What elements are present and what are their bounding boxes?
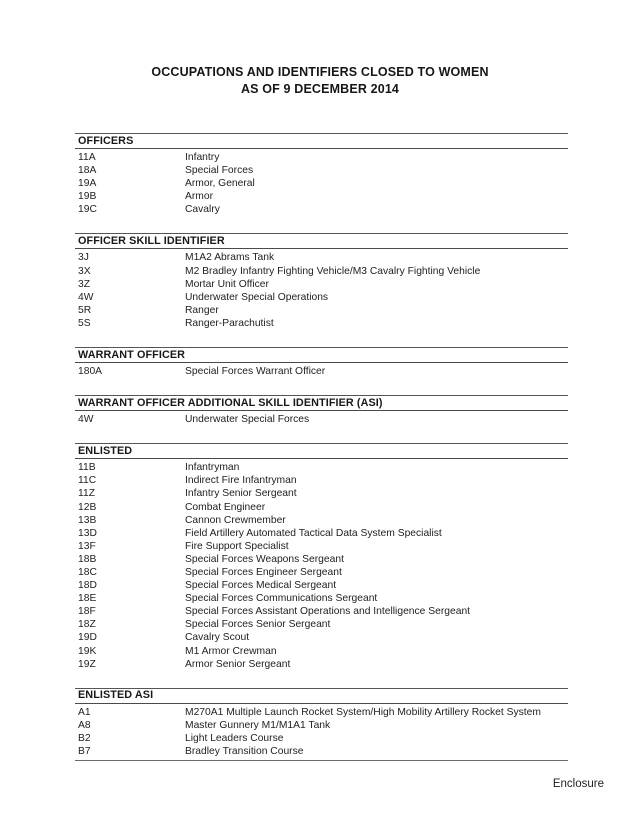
table-row (75, 164, 568, 177)
section-rows (75, 363, 568, 378)
row-description: Indirect Fire Infantryman (185, 475, 297, 487)
table-row (75, 605, 568, 618)
row-code: 19K (78, 645, 97, 657)
row-code: B2 (78, 732, 91, 744)
row-description: Cavalry Scout (185, 632, 250, 644)
table-row (75, 317, 568, 330)
row-description: Underwater Special Forces (185, 414, 310, 426)
row-description: M1 Armor Crewman (185, 645, 277, 657)
row-code: 13B (78, 514, 97, 526)
row-code: 3X (78, 265, 91, 277)
table-section (75, 233, 568, 330)
table-row (75, 566, 568, 579)
section-header: WARRANT OFFICER ADDITIONAL SKILL IDENTIFIER (ASI) (75, 395, 568, 411)
table-row (75, 719, 568, 732)
row-code: 11A (78, 152, 96, 163)
section-header: WARRANT OFFICER (75, 347, 568, 363)
row-description: Bradley Transition Course (185, 746, 304, 757)
row-description: Special Forces Weapons Sergeant (185, 553, 344, 565)
table-row (75, 291, 568, 304)
enclosure-label: Enclosure (552, 778, 604, 790)
row-code: A1 (78, 706, 91, 718)
row-code: 19C (78, 204, 97, 216)
row-code: 18D (78, 580, 97, 592)
title-line-1: OCCUPATIONS AND IDENTIFIERS CLOSED TO WOMEN (151, 65, 489, 79)
row-code: 18Z (78, 619, 96, 631)
row-code: B7 (78, 746, 91, 757)
row-code: 180A (78, 366, 103, 378)
table-row (75, 658, 568, 671)
row-code: A8 (78, 719, 91, 731)
section-rows (75, 459, 568, 671)
table-section (75, 133, 568, 216)
table-section (75, 688, 568, 761)
row-code: 13D (78, 527, 97, 539)
row-description: Light Leaders Course (185, 732, 284, 744)
row-description: Ranger (185, 304, 219, 316)
row-code: 5S (78, 317, 91, 329)
table-row (75, 645, 568, 658)
table-row (75, 501, 568, 514)
row-description: Special Forces (185, 165, 254, 177)
table-row (75, 706, 568, 719)
row-description: Armor (185, 191, 214, 203)
row-description: Combat Engineer (185, 501, 266, 513)
row-code: 18A (78, 165, 97, 177)
section-header: OFFICERS (75, 133, 568, 149)
table-row (75, 618, 568, 631)
table-row (75, 203, 568, 216)
table-row (75, 278, 568, 291)
row-description: Special Forces Warrant Officer (185, 366, 326, 378)
table-section (75, 395, 568, 426)
table-section (75, 443, 568, 671)
row-description: Armor, General (185, 178, 255, 190)
row-code: 18B (78, 553, 97, 565)
sections-container (75, 133, 568, 761)
row-code: 5R (78, 304, 92, 316)
section-header: OFFICER SKILL IDENTIFIER (75, 233, 568, 249)
row-description: Special Forces Engineer Sergeant (185, 566, 342, 578)
row-description: Master Gunnery M1/M1A1 Tank (185, 719, 331, 731)
row-code: 18F (78, 606, 96, 618)
row-code: 19D (78, 632, 97, 644)
row-description: Infantry (185, 152, 220, 163)
row-description: Special Forces Senior Sergeant (185, 619, 331, 631)
row-code: 19Z (78, 658, 96, 670)
row-code: 12B (78, 501, 97, 513)
table-row (75, 413, 568, 426)
table-row (75, 265, 568, 278)
table-row (75, 631, 568, 644)
row-description: M1A2 Abrams Tank (185, 252, 275, 264)
row-description: M270A1 Multiple Launch Rocket System/High Mobility Artillery Rocket System (185, 706, 541, 718)
table-row (75, 732, 568, 745)
row-description: Infantryman (185, 462, 240, 474)
document-title (0, 64, 640, 98)
table-row (75, 190, 568, 203)
row-code: 4W (78, 291, 94, 303)
row-description: Armor Senior Sergeant (185, 658, 291, 670)
row-description: Special Forces Medical Sergeant (185, 580, 337, 592)
page-footer (553, 778, 604, 790)
row-code: 3Z (78, 278, 91, 290)
table-row (75, 304, 568, 317)
section-header: ENLISTED (75, 443, 568, 459)
table-row (75, 553, 568, 566)
row-code: 19B (78, 191, 97, 203)
row-description: Cannon Crewmember (185, 514, 286, 526)
table-row (75, 592, 568, 605)
section-rows (75, 249, 568, 330)
row-description: Underwater Special Operations (185, 291, 329, 303)
row-code: 4W (78, 414, 94, 426)
row-code: 11Z (78, 488, 95, 500)
table-row (75, 151, 568, 164)
table-row (75, 474, 568, 487)
row-code: 13F (78, 540, 96, 552)
section-header: ENLISTED ASI (75, 688, 568, 704)
table-row (75, 177, 568, 190)
table-row (75, 579, 568, 592)
row-code: 11B (78, 462, 96, 474)
row-code: 3J (78, 252, 89, 264)
row-description: Cavalry (185, 204, 220, 216)
row-description: Special Forces Communications Sergeant (185, 593, 378, 605)
table-row (75, 251, 568, 264)
section-rows (75, 704, 568, 761)
row-code: 19A (78, 178, 97, 190)
row-description: Field Artillery Automated Tactical Data System Specialist (185, 527, 442, 539)
row-description: Ranger-Parachutist (185, 317, 274, 329)
row-code: 18C (78, 566, 97, 578)
table-row (75, 527, 568, 540)
section-rows (75, 411, 568, 426)
row-description: Special Forces Assistant Operations and Intelligence Sergeant (185, 606, 471, 618)
table-row (75, 487, 568, 500)
section-rows (75, 149, 568, 216)
table-row (75, 745, 568, 758)
table-row (75, 514, 568, 527)
table-row (75, 461, 568, 474)
row-description: Infantry Senior Sergeant (185, 488, 297, 500)
row-code: 11C (78, 475, 97, 487)
row-code: 18E (78, 593, 97, 605)
row-description: Fire Support Specialist (185, 540, 289, 552)
table-row (75, 365, 568, 378)
row-description: Mortar Unit Officer (185, 278, 269, 290)
table-row (75, 540, 568, 553)
table-section (75, 347, 568, 378)
row-description: M2 Bradley Infantry Fighting Vehicle/M3 Cavalry Fighting Vehicle (185, 265, 481, 277)
title-line-2: AS OF 9 DECEMBER 2014 (240, 82, 400, 96)
